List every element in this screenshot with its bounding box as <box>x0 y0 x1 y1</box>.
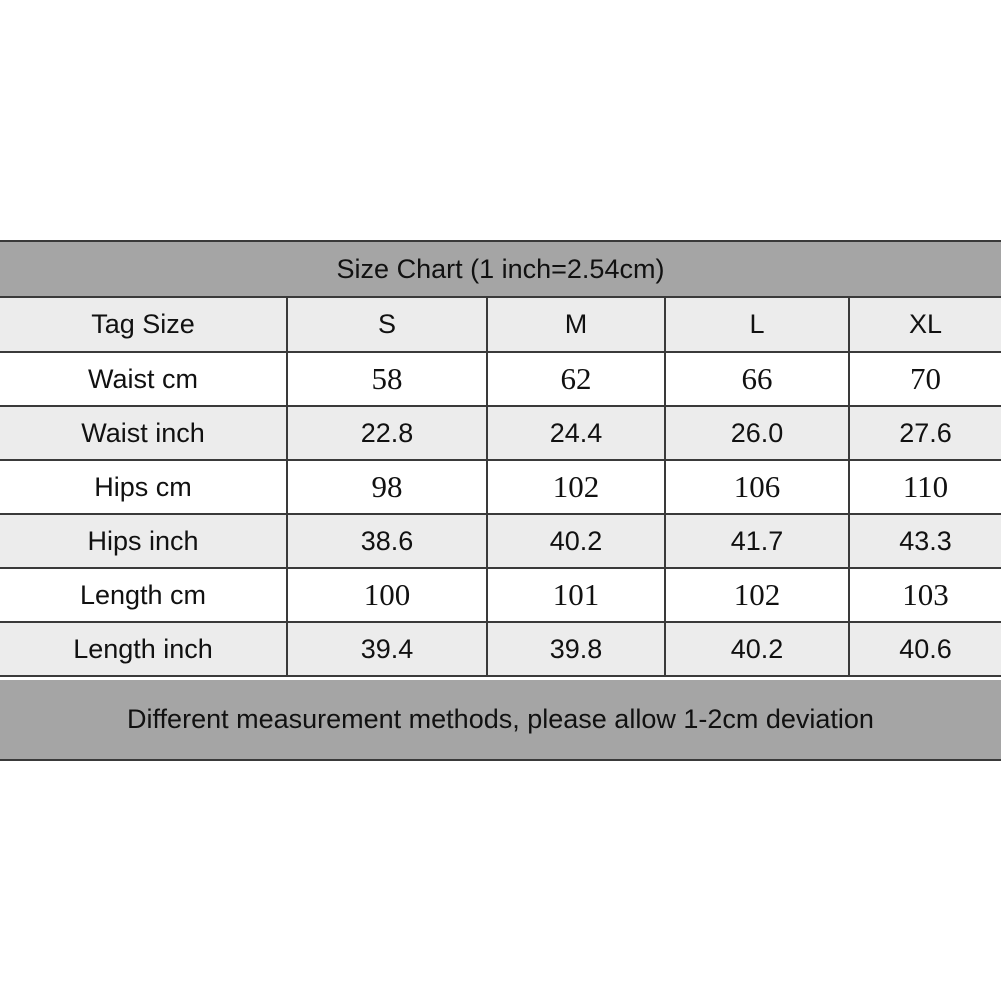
value-cell: 101 <box>487 568 665 622</box>
value-cell: 40.2 <box>665 622 849 676</box>
value-cell: 100 <box>287 568 487 622</box>
row-label-cell: Waist cm <box>0 352 287 406</box>
value-cell: 39.4 <box>287 622 487 676</box>
table-row <box>0 460 1001 514</box>
value-cell: 40.2 <box>487 514 665 568</box>
value-cell: 110 <box>849 460 1001 514</box>
size-chart <box>0 240 1001 761</box>
value-cell: 26.0 <box>665 406 849 460</box>
value-cell: 70 <box>849 352 1001 406</box>
value-cell: 27.6 <box>849 406 1001 460</box>
table-row <box>0 352 1001 406</box>
size-chart-title: Size Chart (1 inch=2.54cm) <box>0 242 1001 298</box>
value-cell: 98 <box>287 460 487 514</box>
table-row <box>0 406 1001 460</box>
header-size-cell: XL <box>849 298 1001 352</box>
value-cell: 102 <box>487 460 665 514</box>
value-cell: 39.8 <box>487 622 665 676</box>
value-cell: 24.4 <box>487 406 665 460</box>
value-cell: 41.7 <box>665 514 849 568</box>
deviation-note: Different measurement methods, please allow 1-2cm deviation <box>0 680 1001 759</box>
row-label-cell: Hips inch <box>0 514 287 568</box>
row-label-cell: Waist inch <box>0 406 287 460</box>
table-row <box>0 514 1001 568</box>
row-label-cell: Length cm <box>0 568 287 622</box>
value-cell: 62 <box>487 352 665 406</box>
header-row <box>0 298 1001 352</box>
value-cell: 102 <box>665 568 849 622</box>
value-cell: 43.3 <box>849 514 1001 568</box>
header-size-cell: M <box>487 298 665 352</box>
header-size-cell: L <box>665 298 849 352</box>
value-cell: 22.8 <box>287 406 487 460</box>
header-size-cell: S <box>287 298 487 352</box>
size-table <box>0 298 1001 677</box>
value-cell: 66 <box>665 352 849 406</box>
header-label-cell: Tag Size <box>0 298 287 352</box>
value-cell: 40.6 <box>849 622 1001 676</box>
value-cell: 58 <box>287 352 487 406</box>
row-label-cell: Hips cm <box>0 460 287 514</box>
table-row <box>0 622 1001 676</box>
value-cell: 38.6 <box>287 514 487 568</box>
value-cell: 103 <box>849 568 1001 622</box>
table-row <box>0 568 1001 622</box>
value-cell: 106 <box>665 460 849 514</box>
row-label-cell: Length inch <box>0 622 287 676</box>
